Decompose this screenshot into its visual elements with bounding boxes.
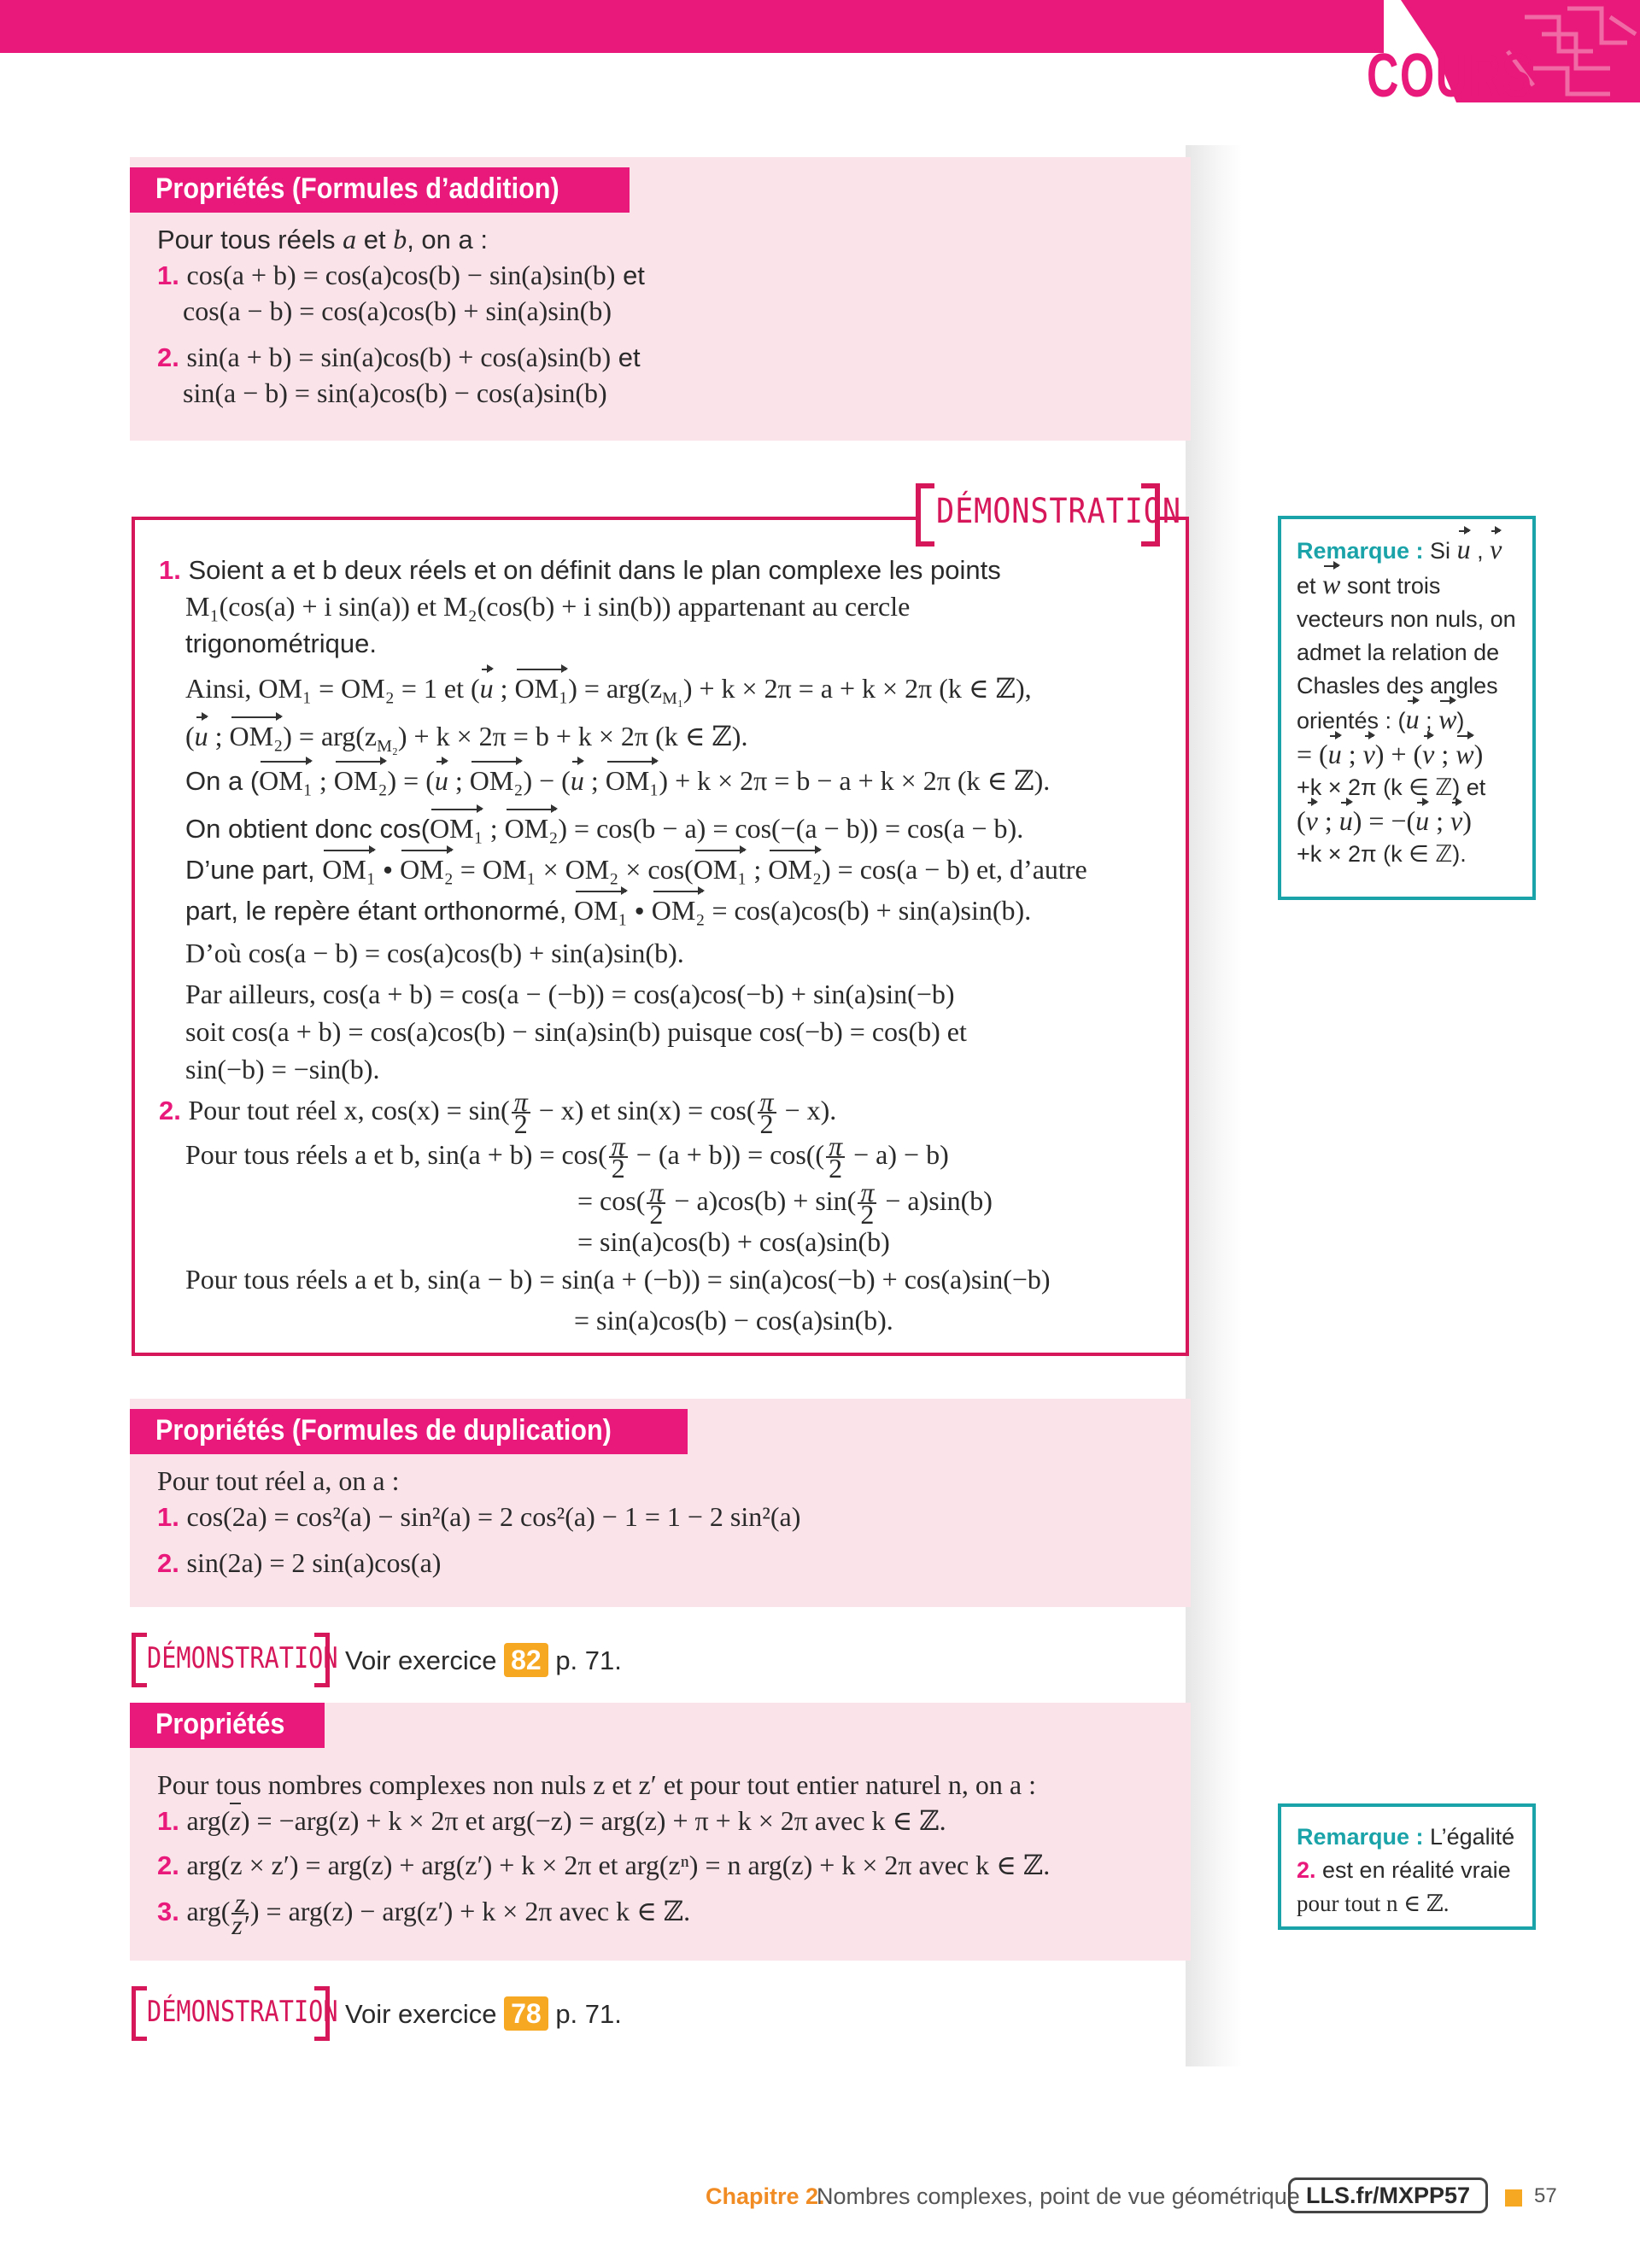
exercise-82-link[interactable]: 82 xyxy=(504,1643,548,1677)
footer-chapter: Chapitre 2. xyxy=(706,2183,825,2209)
duplication-formulas-box xyxy=(130,1399,1191,1607)
demo-p2-line1: 2. Pour tout réel x, cos(x) = sin( $\frac{\pi}{2}$ − x) et sin(x) = cos( $\frac{\pi}{2}$ − x). xyxy=(159,1086,837,1139)
demo-p2-line6: = sin(a)cos(b) − cos(a)sin(b). xyxy=(574,1305,893,1336)
demo-p2-line5: Pour tous réels a et b, sin(a − b) = sin(a + (−b)) = sin(a)cos(−b) + cos(a)sin(−b) xyxy=(185,1264,1051,1295)
demo-p1-line6: On a (OM₁ ; OM₂) = (u ; OM₂) − (u ; OM₁) + k × 2π = b − a + k × 2π (k ∈ ℤ). xyxy=(185,765,1051,796)
footer-link[interactable]: LLS.fr/MXPP57 xyxy=(1288,2177,1488,2213)
addition-formula-2: 2. sin(a + b) = sin(a)cos(b) + cos(a)sin(b) et xyxy=(157,342,641,372)
addition-formulas-title: Propriétés (Formules d’addition) xyxy=(130,167,630,213)
remark-chasles: Remarque : Si u , v et w sont trois vecteurs non nuls, on admet la relation de Chasles des angles orientés : (u ; w) = (u ; v) + (v ; w) +k × 2π (k ∈ ℤ) et (v ; u) = −(u ; v) +k × 2π (k ∈ ℤ). xyxy=(1278,516,1536,900)
demo-p1-line8: D’une part, OM₁ • OM₂ = OM₁ × OM₂ × cos(OM₁ ; OM₂) = cos(a − b) et, d’autre xyxy=(185,854,1087,885)
complex-intro: Pour tous nombres complexes non nuls z et z′ et pour tout entier naturel n, on a : xyxy=(157,1769,1036,1800)
complex-formula-1: 1. arg(z) = −arg(z) + k × 2π et arg(−z) = arg(z) + π + k × 2π avec k ∈ ℤ. xyxy=(157,1803,946,1838)
remark-equality: Remarque : L’égalité 2. est en réalité vraie pour tout n ∈ ℤ. xyxy=(1278,1803,1536,1930)
demo-p1-line9: part, le repère étant orthonormé, OM₁ • OM₂ = cos(a)cos(b) + sin(a)sin(b). xyxy=(185,895,1032,926)
demo-p1-line13: sin(−b) = −sin(b). xyxy=(185,1054,380,1084)
section-title: COURS xyxy=(1367,42,1533,110)
addition-formulas-box xyxy=(130,157,1191,441)
duplication-formula-1: 1. cos(2a) = cos²(a) − sin²(a) = 2 cos²(a) − 1 = 1 − 2 sin²(a) xyxy=(157,1501,801,1532)
addition-formula-1b: cos(a − b) = cos(a)cos(b) + sin(a)sin(b) xyxy=(183,295,612,326)
demo-p1-line7: On obtient donc cos(OM₁ ; OM₂) = cos(b − a) = cos(−(a − b)) = cos(a − b). xyxy=(185,813,1024,844)
demo-p2-line2: Pour tous réels a et b, sin(a + b) = cos( $\frac{\pi}{2}$ − (a + b)) = cos(( $\frac{\pi}{2}$ − a) − b) xyxy=(185,1131,949,1184)
duplication-intro: Pour tout réel a, on a : xyxy=(157,1465,400,1496)
complex-formula-3: 3. arg( $\frac{z}{z'}$ ) = arg(z) − arg(z′) + k × 2π avec k ∈ ℤ. xyxy=(157,1887,691,1940)
demo-78-reference: Voir exercice 78 p. 71. xyxy=(345,1998,622,2029)
page-number: 57 xyxy=(1534,2184,1557,2207)
addition-formula-1: 1. cos(a + b) = cos(a)cos(b) − sin(a)sin(b) et xyxy=(157,260,645,290)
demo-p1-line4: Ainsi, OM₁ = OM₂ = 1 et (u ; $OM_1) = arg(z_{M_1}) + k \times 2\pi = a + k \times 2\pi$ (k ∈ ℤ), xyxy=(185,673,1032,709)
demo-p1-line10: D’où cos(a − b) = cos(a)cos(b) + sin(a)sin(b). xyxy=(185,938,684,968)
demonstration-tag-78: DÉMONSTRATION xyxy=(132,1986,330,2041)
footer-square-icon xyxy=(1505,2189,1522,2207)
demo-p1-line5: (u ; $OM_2) = arg(z_{M_2}) + k \times 2\pi = b + k \times 2\pi$ (k ∈ ℤ). xyxy=(185,721,748,757)
demo-p1-line2: M₁(cos(a) + i sin(a)) et M₂(cos(b) + i sin(b)) appartenant au cercle xyxy=(185,591,911,622)
demo-p1-line12: soit cos(a + b) = cos(a)cos(b) − sin(a)sin(b) puisque cos(−b) = cos(b) et xyxy=(185,1016,967,1047)
demonstration-tag: DÉMONSTRATION xyxy=(916,483,1160,550)
demo-p2-line4: = sin(a)cos(b) + cos(a)sin(b) xyxy=(577,1226,890,1257)
demo-p2-line3: = cos( $\frac{\pi}{2}$ − a)cos(b) + sin( $\frac{\pi}{2}$ − a)sin(b) xyxy=(577,1177,993,1230)
complex-arg-box xyxy=(130,1703,1191,1961)
demo-p1-line11: Par ailleurs, cos(a + b) = cos(a − (−b)) = cos(a)cos(−b) + sin(a)sin(−b) xyxy=(185,979,955,1009)
complex-arg-title: Propriétés xyxy=(130,1703,325,1748)
demo-p1-line3: trigonométrique. xyxy=(185,628,378,658)
addition-formula-2b: sin(a − b) = sin(a)cos(b) − cos(a)sin(b) xyxy=(183,377,607,408)
complex-formula-2: 2. arg(z × z′) = arg(z) + arg(z′) + k × 2π et arg(zⁿ) = n arg(z) + k × 2π avec k ∈ ℤ. xyxy=(157,1850,1051,1880)
duplication-formula-2: 2. sin(2a) = 2 sin(a)cos(a) xyxy=(157,1547,442,1578)
demonstration-tag-82: DÉMONSTRATION xyxy=(132,1633,330,1687)
top-banner xyxy=(0,0,1384,53)
footer-title: Nombres complexes, point de vue géométrique xyxy=(817,2183,1300,2209)
demo-82-reference: Voir exercice 82 p. 71. xyxy=(345,1645,622,1675)
duplication-formulas-title: Propriétés (Formules de duplication) xyxy=(130,1409,688,1454)
demo-p1-line1: 1. Soient a et b deux réels et on définit dans le plan complexe les points xyxy=(159,555,1001,585)
exercise-78-link[interactable]: 78 xyxy=(504,1996,548,2031)
page-edge-shadow xyxy=(1186,145,1242,2066)
addition-intro: Pour tous réels a et b, on a : xyxy=(157,224,488,254)
